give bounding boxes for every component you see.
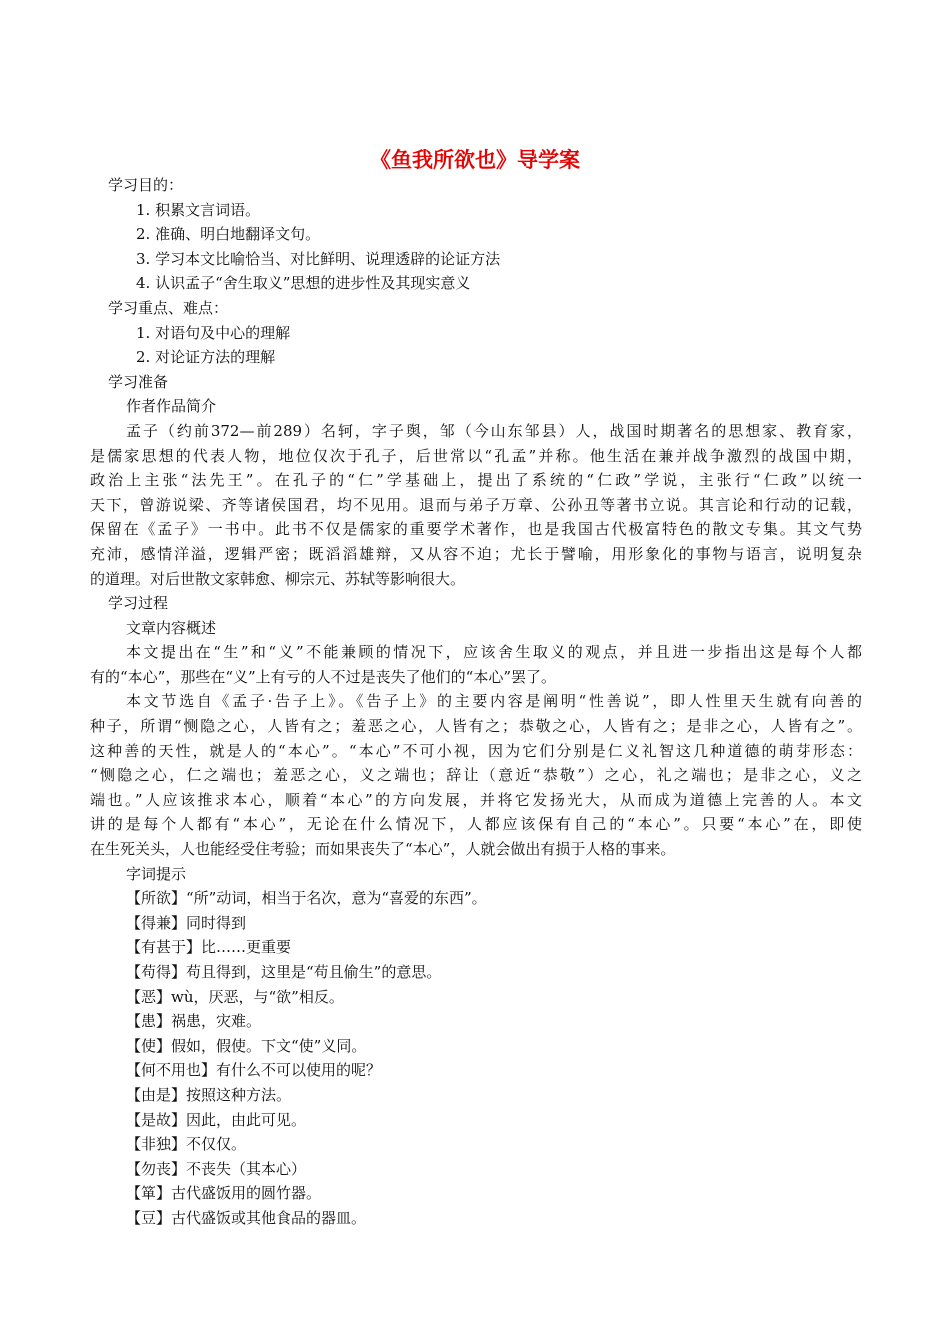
paragraph-line: 充沛，感情洋溢，逻辑严密；既滔滔雄辩，又从容不迫；尤长于譬喻，用形象化的事物与语言，说明复杂	[90, 544, 862, 563]
list-item: 1. 积累文言词语。	[136, 200, 261, 219]
vocab-item: 【恶】wù，厌恶，与“欲”相反。	[126, 987, 344, 1006]
paragraph-line: 本文提出在“生”和“义”不能兼顾的情况下，应该舍生取义的观点，并且进一步指出这是每个人都	[126, 643, 862, 662]
vocab-item: 【豆】古代盛饭或其他食品的器皿。	[126, 1208, 367, 1227]
paragraph-line: 天下，曾游说梁、齐等诸侯国君，均不见用。退而与弟子万章、公孙丑等著书立说。其言论和行动的记载，	[90, 495, 862, 514]
paragraph-line: 讲的是每个人都有“本心”，无论在什么情况下，人都应该保有自己的“本心”。只要“本心”在，即使	[90, 815, 862, 834]
vocab-item: 【患】祸患，灾难。	[126, 1012, 262, 1031]
vocab-item: 【箪】古代盛饭用的圆竹器。	[126, 1184, 322, 1203]
paragraph-line: 端也。”人应该推求本心，顺着“本心”的方向发展，并将它发扬光大，从而成为道德上完善的人。本文	[90, 790, 862, 809]
vocab-item: 【由是】按照这种方法。	[126, 1085, 292, 1104]
subsection-heading-summary: 文章内容概述	[126, 618, 217, 637]
vocab-item: 【得兼】同时得到	[126, 913, 247, 932]
vocab-item: 【有甚于】比……更重要	[126, 938, 292, 957]
vocab-item: 【所欲】“所”动词，相当于名次，意为“喜爱的东西”。	[126, 889, 487, 908]
document-body	[90, 173, 862, 1231]
paragraph-line: 政治上主张“法先王”。在孔子的“仁”学基础上，提出了系统的“仁政”学说，主张行“仁政”以统一	[90, 471, 862, 490]
paragraph-line: 在生死关头，人也能经受住考验；而如果丧失了“本心”，人就会做出有损于人格的事来。	[90, 840, 676, 859]
paragraph-line: 种子，所谓“恻隐之心，人皆有之；羞恶之心，人皆有之；恭敬之心，人皆有之；是非之心，人皆有之”。	[90, 717, 862, 736]
paragraph-line: 孟子（约前372—前289）名轲，字子舆，邹（今山东邹县）人，战国时期著名的思想家、教育家，	[126, 421, 862, 440]
list-item: 2. 准确、明白地翻译文句。	[136, 225, 321, 244]
subsection-heading-author: 作者作品简介	[126, 397, 217, 416]
section-heading-preparation: 学习准备	[108, 372, 169, 391]
list-item: 4. 认识孟子“舍生取义”思想的进步性及其现实意义	[136, 274, 471, 293]
paragraph-line: 这种善的天性，就是人的“本心”。“本心”不可小视，因为它们分别是仁义礼智这几种道德的萌芽形态：	[90, 741, 862, 760]
paragraph-line: 是儒家思想的代表人物，地位仅次于孔子，后世常以“孔孟”并称。他生活在兼并战争激烈的战国中期，	[90, 446, 862, 465]
section-heading-key-points: 学习重点、难点：	[108, 298, 229, 317]
list-item: 2. 对论证方法的理解	[136, 348, 276, 367]
section-heading-process: 学习过程	[108, 594, 169, 613]
paragraph-line: 本文节选自《孟子·告子上》。《告子上》的主要内容是阐明“性善说”，即人性里天生就有向善的	[126, 692, 862, 711]
document-title: 《鱼我所欲也》导学案	[370, 148, 580, 172]
vocab-item: 【使】假如，假使。下文“使”义同。	[126, 1036, 367, 1055]
vocab-item: 【何不用也】有什么不可以使用的呢？	[126, 1061, 382, 1080]
paragraph-line: “恻隐之心，仁之端也；羞恶之心，义之端也；辞让（意近“恭敬”）之心，礼之端也；是非之心，义之	[90, 766, 862, 785]
subsection-heading-vocabulary: 字词提示	[126, 864, 187, 883]
vocab-item: 【非独】不仅仅。	[126, 1135, 247, 1154]
vocab-item: 【是故】因此，由此可见。	[126, 1110, 307, 1129]
vocab-item: 【苟得】苟且得到，这里是“苟且偷生”的意思。	[126, 963, 442, 981]
list-item: 3. 学习本文比喻恰当、对比鲜明、说理透辟的论证方法	[136, 249, 501, 268]
paragraph-line: 保留在《孟子》一书中。此书不仅是儒家的重要学术著作，也是我国古代极富特色的散文专集。其文气势	[90, 520, 862, 539]
paragraph-line: 有的“本心”，那些在“义”上有亏的人不过是丧失了他们的“本心”罢了。	[90, 667, 557, 686]
vocab-item: 【勿丧】不丧失（其本心）	[126, 1159, 307, 1178]
list-item: 1. 对语句及中心的理解	[136, 323, 291, 342]
paragraph-line: 的道理。对后世散文家韩愈、柳宗元、苏轼等影响很大。	[90, 569, 466, 588]
section-heading-objectives: 学习目的：	[108, 176, 184, 194]
